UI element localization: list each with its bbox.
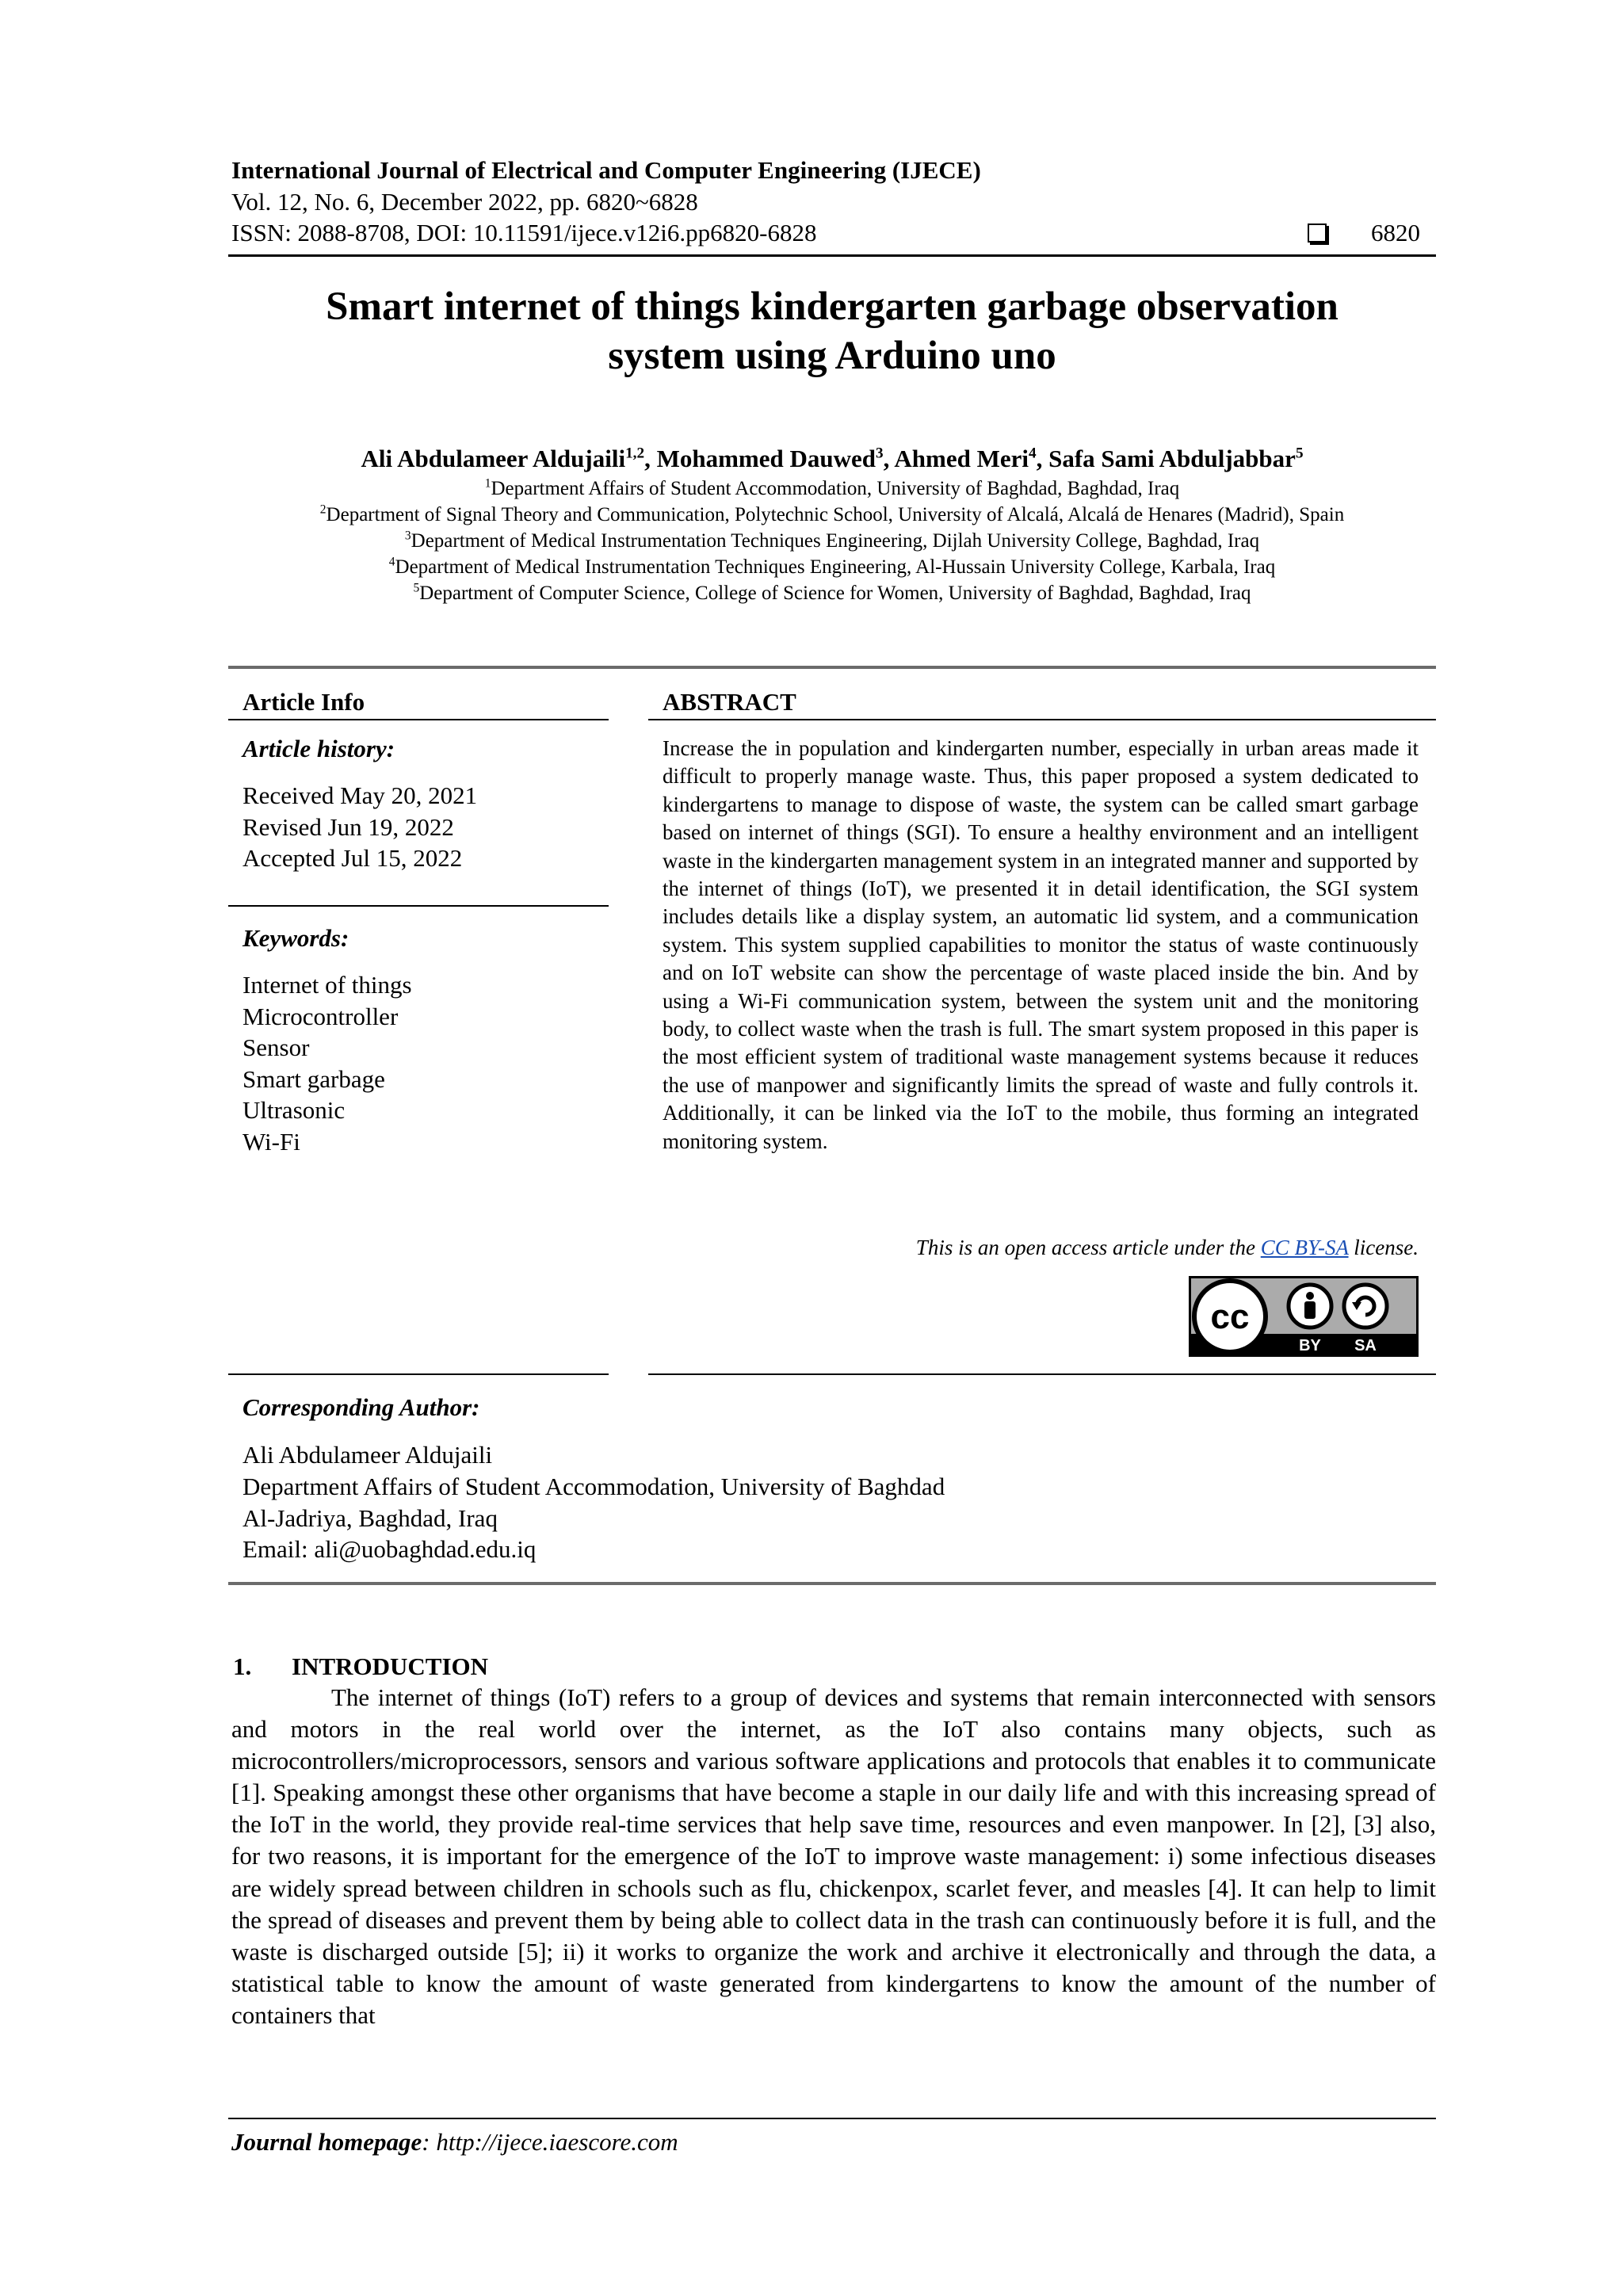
- keywords-label: Keywords:: [242, 924, 349, 952]
- author-separator: ,: [644, 445, 657, 472]
- keyword-list: [242, 969, 412, 1158]
- cc-by-sa-link[interactable]: CC BY-SA: [1260, 1236, 1349, 1259]
- affiliation-text: Department of Signal Theory and Communication, Polytechnic School, University of Alcalá, Alcalá de Henares (Madrid), Spain: [326, 504, 1345, 525]
- affiliation-marker: 2: [319, 502, 327, 517]
- keyword-item: Smart garbage: [242, 1064, 385, 1093]
- affiliation-text: Department of Computer Science, College of Science for Women, University of Baghdad, Baghdad, Iraq: [419, 583, 1251, 604]
- history-divider: [228, 905, 609, 907]
- author-separator: ,: [1036, 445, 1049, 472]
- paper-title: [228, 282, 1436, 380]
- author-separator: ,: [883, 445, 895, 472]
- affiliation-marker: 4: [388, 555, 395, 569]
- cc-logo-icon: [1194, 1281, 1266, 1352]
- corresponding-detail-line: Email: ali@uobaghdad.edu.iq: [242, 1535, 537, 1564]
- affiliation-marker: 1: [484, 476, 491, 491]
- author-affiliation-marker: 4: [1029, 445, 1037, 462]
- keyword-item: Wi-Fi: [242, 1127, 300, 1156]
- author-affiliation-marker: 3: [876, 445, 884, 462]
- author-name: Safa Sami Abduljabbar: [1048, 445, 1296, 472]
- corresponding-author-details: [242, 1439, 945, 1565]
- keyword-item: Ultrasonic: [242, 1096, 346, 1125]
- keyword-item: Sensor: [242, 1033, 310, 1062]
- history-entry: Accepted Jul 15, 2022: [242, 844, 463, 873]
- homepage-label: Journal homepage: [231, 2128, 422, 2156]
- header-page-info: [1308, 218, 1420, 248]
- abstract-divider: [648, 719, 1436, 720]
- paper-title-line-2: system using Arduino uno: [608, 334, 1056, 378]
- share-alike-icon: [1344, 1285, 1387, 1328]
- corresponding-detail-line: Department Affairs of Student Accommodation, University of Baghdad: [242, 1472, 945, 1500]
- affiliation-marker: 5: [413, 581, 420, 595]
- article-history-label: Article history:: [242, 735, 395, 762]
- section-title: INTRODUCTION: [292, 1652, 489, 1680]
- attribution-person-icon: [1289, 1285, 1331, 1328]
- corresponding-detail-line: Al-Jadriya, Baghdad, Iraq: [242, 1503, 498, 1532]
- affiliation-line: [228, 554, 1436, 580]
- author-affiliation-marker: 1,2: [625, 445, 645, 462]
- license-prefix: This is an open access article under the: [915, 1236, 1261, 1259]
- history-entry: Revised Jun 19, 2022: [242, 812, 454, 841]
- badge-cc-label: cc: [1210, 1297, 1250, 1336]
- section-heading-introduction: [233, 1652, 488, 1682]
- footer-divider: [228, 2118, 1436, 2119]
- page-number: 6820: [1371, 219, 1420, 246]
- abstract-heading: ABSTRACT: [663, 688, 796, 716]
- article-history-list: [242, 780, 477, 874]
- section-number: 1.: [233, 1652, 252, 1680]
- affiliation-list: [228, 476, 1436, 606]
- keyword-item: Microcontroller: [242, 1002, 399, 1030]
- author-list: [228, 444, 1436, 474]
- affiliation-text: Department of Medical Instrumentation Techniques Engineering, Dijlah University College, Baghdad, Iraq: [411, 530, 1260, 552]
- history-entry: Received May 20, 2021: [242, 781, 478, 809]
- introduction-text: The internet of things (IoT) refers to a group of devices and systems that remain interconnected with sensors and motors in the real world over the internet, as the IoT also contains many objects, such as microcontrollers/microprocessors, sensors and various software applications and protocols that enables it to communicate [1]. Speaking amongst these other organisms that have become a staple in our daily life and with this increasing spread of the IoT in the world, they provide real-time services that help save time, resources and even manpower. In [2], [3] also, for two reasons, it is important for the emergence of the IoT to improve waste management: i) some infectious diseases are widely spread between children in schools such as flu, chickenpox, scarlet fever, and measles [4]. It can help to limit the spread of diseases and prevent them by being able to collect data in the trash can continuously before it is full, and the waste is discharged outside [5]; ii) it works to organize the work and archive it electronically and through the data, a statistical table to know the amount of waste generated from kindergartens to know the amount of the number of containers that: [231, 1683, 1436, 2029]
- cc-by-sa-badge: [1189, 1276, 1419, 1357]
- article-info-divider: [228, 719, 609, 720]
- info-top-divider: [228, 666, 1436, 669]
- author-name: Ali Abdulameer Aldujaili: [361, 445, 626, 472]
- badge-sa-label: SA: [1354, 1337, 1377, 1354]
- journal-name: International Journal of Electrical and Computer Engineering (IJECE): [231, 156, 981, 184]
- affiliation-line: [228, 476, 1436, 502]
- corresponding-divider-right: [648, 1373, 1436, 1375]
- author-name: Mohammed Dauwed: [656, 445, 876, 472]
- journal-homepage: [231, 2127, 678, 2157]
- affiliation-line: [228, 502, 1436, 528]
- corresponding-divider-left: [228, 1373, 609, 1375]
- header-divider: [228, 254, 1436, 257]
- journal-volume: Vol. 12, No. 6, December 2022, pp. 6820~6828: [231, 188, 698, 216]
- affiliation-line: [228, 580, 1436, 606]
- affiliation-marker: 3: [404, 529, 411, 543]
- journal-issn-doi: ISSN: 2088-8708, DOI: 10.11591/ijece.v12i6.pp6820-6828: [231, 219, 817, 246]
- license-statement: [916, 1234, 1419, 1261]
- badge-by-label: BY: [1299, 1337, 1321, 1354]
- author-name: Ahmed Meri: [894, 445, 1029, 472]
- article-info-heading: Article Info: [242, 688, 365, 716]
- license-suffix: license.: [1348, 1236, 1419, 1259]
- author-affiliation-marker: 5: [1295, 445, 1304, 462]
- homepage-url: : http://ijece.iaescore.com: [422, 2128, 678, 2156]
- square-bullet-icon: [1308, 223, 1327, 243]
- affiliation-line: [228, 528, 1436, 554]
- info-bottom-divider: [228, 1582, 1436, 1585]
- paper-title-line-1: Smart internet of things kindergarten garbage observation: [326, 285, 1338, 329]
- affiliation-text: Department of Medical Instrumentation Techniques Engineering, Al-Hussain University College, Karbala, Iraq: [395, 556, 1276, 578]
- abstract-text: Increase the in population and kindergarten number, especially in urban areas made it difficult to properly manage waste. Thus, this paper proposed a system dedicated to kindergartens to manage to dispose of waste, the system can be called smart garbage based on internet of things (SGI). To ensure a healthy environment and an intelligent waste in the kindergarten management system in an integrated manner and supported by the internet of things (IoT), we presented it in detail identification, the SGI system includes details like a display system, an automatic lid system, and a communication system. This system supplied capabilities to monitor the status of waste continuously and on IoT website can show the percentage of waste placed inside the bin. And by using a Wi-Fi communication system, between the system unit and the monitoring body, to collect waste when the trash is full. The smart system proposed in this paper is the most efficient system of traditional waste management systems because it reduces the use of manpower and significantly limits the spread of waste and fully controls it. Additionally, it can be linked via the IoT to the mobile, thus forming an integrated monitoring system.: [663, 736, 1419, 1153]
- affiliation-text: Department Affairs of Student Accommodation, University of Baghdad, Baghdad, Iraq: [491, 478, 1180, 499]
- corresponding-author-label: Corresponding Author:: [242, 1393, 480, 1421]
- corresponding-detail-line: Ali Abdulameer Aldujaili: [242, 1441, 493, 1469]
- keyword-item: Internet of things: [242, 971, 412, 999]
